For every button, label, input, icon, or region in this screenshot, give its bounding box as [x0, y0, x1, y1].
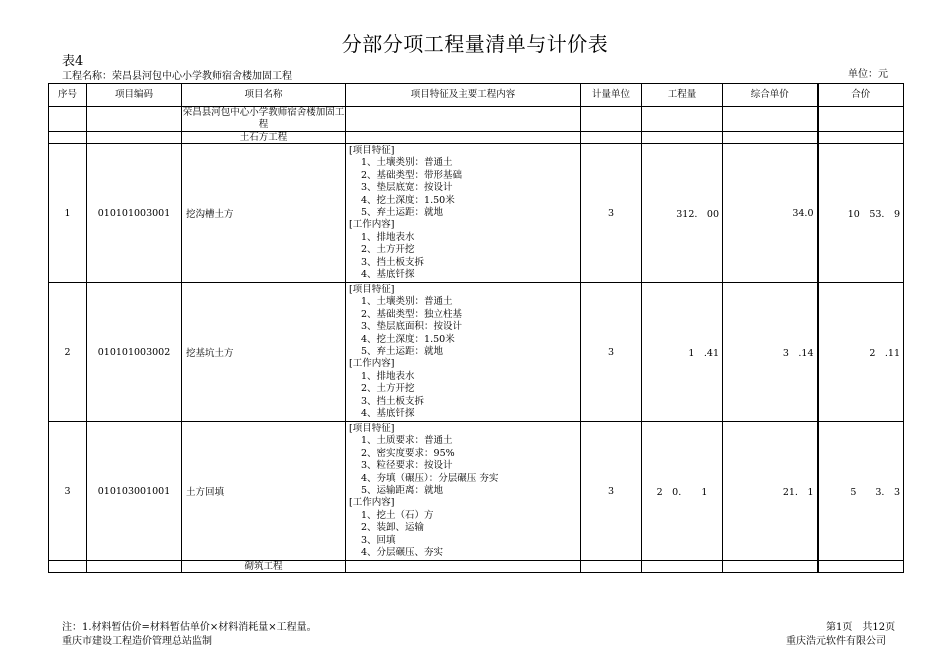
row-code: 010101003001 [87, 144, 182, 283]
row-quantity-extra: 1 [701, 487, 708, 498]
row-measure-unit: 3 [581, 283, 642, 422]
table-row [49, 283, 904, 422]
feature-line: 5、弃土运距：就地 [361, 346, 444, 358]
header-quantity: 工程量 [642, 84, 723, 107]
page-title: 分部分项工程量清单与计价表 [341, 32, 609, 56]
header-code: 项目编码 [87, 84, 182, 107]
page-number: 第1页 共12页 [826, 622, 896, 633]
row-unit-price: 3 .14 [723, 283, 818, 422]
table-row [49, 422, 904, 561]
feature-line: 3、垫层底面积：按设计 [361, 321, 463, 333]
table-row [49, 144, 904, 283]
row-measure-unit: 3 [581, 144, 642, 283]
feature-line: 2、装卸、运输 [361, 522, 425, 534]
row-seq: 3 [49, 422, 87, 561]
footer-company: 重庆浩元软件有限公司 [786, 636, 886, 647]
feature-line: 2、基础类型：带形基础 [361, 169, 463, 181]
feature-line: 2、密实度要求：95% [361, 447, 455, 459]
row-seq: 2 [49, 283, 87, 422]
table-header-row [49, 84, 904, 107]
feature-line: 3、垫层底宽：按设计 [361, 182, 453, 194]
row-quantity: 312. 00 [642, 144, 723, 283]
row-seq: 1 [49, 144, 87, 283]
feature-line: 1、排地表水 [361, 231, 415, 243]
feature-line: 1、挖土（石）方 [361, 509, 434, 521]
feature-line: [项目特征] [349, 284, 395, 295]
header-features: 项目特征及主要工程内容 [346, 84, 581, 107]
feature-line: 5、弃土运距：就地 [361, 207, 444, 219]
row-features [346, 422, 581, 561]
feature-line: [工作内容] [349, 358, 395, 370]
header-unit-price: 综合单价 [723, 84, 818, 107]
feature-line: 3、挡土板支拆 [361, 256, 425, 268]
row-unit-price: 34.0 [723, 144, 818, 283]
feature-line: 4、夯填（碾压）：分层碾压 夯实 [361, 472, 499, 484]
feature-line: 4、挖土深度：1.50米 [361, 194, 455, 206]
section-row-masonry [49, 561, 904, 573]
feature-line: 1、排地表水 [361, 370, 415, 382]
feature-line: 4、基底钎探 [361, 408, 415, 420]
feature-line: [工作内容] [349, 497, 395, 509]
feature-line: [工作内容] [349, 219, 395, 231]
header-total: 合价 [818, 84, 904, 107]
feature-line: 5、运输距离：就地 [361, 485, 444, 497]
row-total: 10 53. 9 [818, 144, 904, 283]
row-total: 2 .11 [818, 283, 904, 422]
row-name: 挖沟槽土方 [182, 144, 346, 283]
group-title: 荣昌县河包中心小学教师宿舍楼加固工程 [182, 107, 345, 130]
feature-line: 3、回填 [361, 534, 396, 546]
feature-line: 1、土质要求：普通土 [361, 435, 453, 447]
row-features [346, 283, 581, 422]
feature-line: 2、土方开挖 [361, 383, 415, 395]
bill-table [48, 83, 904, 573]
row-measure-unit: 3 [581, 422, 642, 561]
project-name: 工程名称：荣昌县河包中心小学教师宿舍楼加固工程 [62, 71, 292, 82]
header-measure-unit: 计量单位 [581, 84, 642, 107]
table-number: 表4 [62, 54, 84, 69]
feature-line: 2、土方开挖 [361, 244, 415, 256]
footer-note: 注：1.材料暂估价=材料暂估单价×材料消耗量×工程量。 [62, 622, 317, 633]
footer-issuer: 重庆市建设工程造价管理总站监制 [62, 636, 212, 647]
header-seq: 序号 [49, 84, 87, 107]
group-row [49, 107, 904, 132]
feature-line: 3、粒径要求：按设计 [361, 460, 453, 472]
row-name: 土方回填 [182, 422, 346, 561]
feature-line: 1、土壤类别：普通土 [361, 296, 453, 308]
feature-line: 4、基底钎探 [361, 269, 415, 281]
feature-line: 1、土壤类别：普通土 [361, 157, 453, 169]
row-features [346, 144, 581, 283]
row-quantity: 2 0. [656, 487, 682, 498]
row-code: 010103001001 [87, 422, 182, 561]
section-title-earthwork: 土石方工程 [182, 132, 346, 144]
row-quantity: 1 .41 [642, 283, 723, 422]
section-title-masonry: 砌筑工程 [182, 561, 346, 573]
feature-line: [项目特征] [349, 145, 395, 156]
feature-line: [项目特征] [349, 423, 395, 434]
feature-line: 2、基础类型：独立柱基 [361, 308, 463, 320]
section-row-earthwork [49, 132, 904, 144]
row-quantity-cell [642, 422, 723, 561]
row-total: 5 3. 3 [818, 422, 904, 561]
currency-unit: 单位：元 [848, 69, 888, 80]
row-name: 挖基坑土方 [182, 283, 346, 422]
feature-line: 4、分层碾压、夯实 [361, 547, 444, 559]
row-unit-price: 21. 1 [723, 422, 818, 561]
header-name: 项目名称 [182, 84, 346, 107]
row-code: 010101003002 [87, 283, 182, 422]
feature-line: 4、挖土深度：1.50米 [361, 333, 455, 345]
feature-line: 3、挡土板支拆 [361, 395, 425, 407]
